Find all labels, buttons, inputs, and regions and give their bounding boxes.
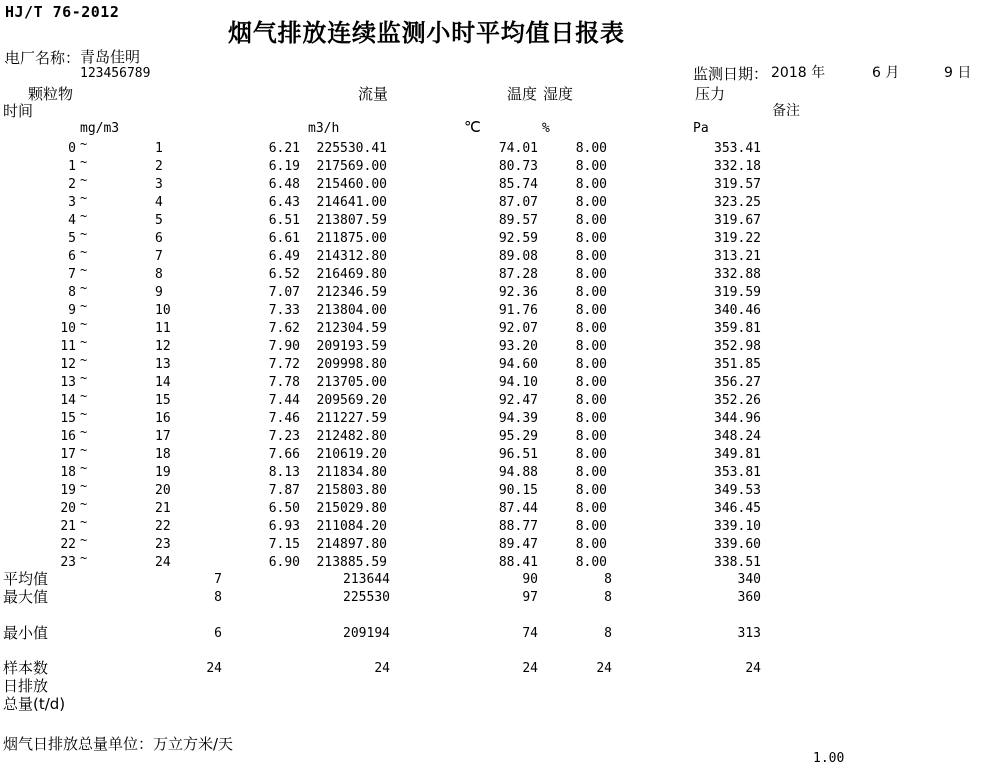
cell-temperature: 80.73 <box>498 159 538 174</box>
cell-pressure: 319.59 <box>714 285 761 300</box>
footer-unit-note: 烟气日排放总量单位：万立方米/天 <box>3 735 234 753</box>
cell-temperature: 74.01 <box>498 141 538 156</box>
cell-temperature: 88.77 <box>498 519 538 534</box>
unit-pressure: Pa <box>693 121 709 136</box>
column-header-time: 时间 <box>3 102 34 120</box>
cell-flow: 211084.20 <box>316 519 387 534</box>
cell-flow: 213807.59 <box>316 213 387 228</box>
cell-flow: 213705.00 <box>316 375 387 390</box>
cell-pm: 7.90 <box>268 339 300 354</box>
cell-pm: 6.48 <box>268 177 300 192</box>
table-row <box>0 299 986 320</box>
cell-hour-end: 13 <box>155 357 171 372</box>
cell-pressure: 344.96 <box>714 411 761 426</box>
cell-pm: 7.07 <box>268 285 300 300</box>
cell-hour-end: 6 <box>155 231 163 246</box>
cell-pressure: 319.67 <box>714 213 761 228</box>
cell-pm: 7.15 <box>268 537 300 552</box>
table-row <box>0 497 986 518</box>
cell-flow: 212482.80 <box>316 429 387 444</box>
monitor-date-month: 6 月 <box>872 65 900 81</box>
cell-humidity: 8.00 <box>575 375 607 390</box>
tilde-separator: ~ <box>80 281 88 295</box>
tilde-separator: ~ <box>80 425 88 439</box>
summary-cell-flow: 213644 <box>343 572 390 587</box>
cell-humidity: 8.00 <box>575 231 607 246</box>
cell-pressure: 352.26 <box>714 393 761 408</box>
cell-pm: 7.66 <box>268 447 300 462</box>
cell-flow: 209193.59 <box>316 339 387 354</box>
cell-hour-end: 18 <box>155 447 171 462</box>
cell-pm: 7.23 <box>268 429 300 444</box>
table-row <box>0 245 986 266</box>
summary-row <box>0 589 986 607</box>
monitor-date-day: 9 日 <box>944 65 972 81</box>
cell-flow: 211875.00 <box>316 231 387 246</box>
cell-temperature: 88.41 <box>498 555 538 570</box>
cell-flow: 209998.80 <box>316 357 387 372</box>
table-row <box>0 515 986 536</box>
cell-pm: 6.52 <box>268 267 300 282</box>
cell-hour-end: 10 <box>155 303 171 318</box>
cell-hour-start: 13 <box>60 375 76 390</box>
cell-hour-end: 21 <box>155 501 171 516</box>
cell-hour-start: 17 <box>60 447 76 462</box>
cell-pm: 6.50 <box>268 501 300 516</box>
cell-hour-end: 22 <box>155 519 171 534</box>
cell-humidity: 8.00 <box>575 465 607 480</box>
summary-label: 最大值 <box>3 588 49 606</box>
table-row <box>0 551 986 572</box>
cell-humidity: 8.00 <box>575 501 607 516</box>
cell-pressure: 349.53 <box>714 483 761 498</box>
cell-pressure: 338.51 <box>714 555 761 570</box>
cell-pressure: 353.41 <box>714 141 761 156</box>
cell-pressure: 340.46 <box>714 303 761 318</box>
cell-hour-start: 15 <box>60 411 76 426</box>
cell-humidity: 8.00 <box>575 393 607 408</box>
plant-code-value: 123456789 <box>80 66 151 81</box>
cell-humidity: 8.00 <box>575 285 607 300</box>
summary-cell-pm: 24 <box>206 661 222 676</box>
cell-pressure: 348.24 <box>714 429 761 444</box>
summary-cell-flow: 225530 <box>343 590 390 605</box>
column-header-temperature: 温度 <box>507 85 538 103</box>
cell-temperature: 94.10 <box>498 375 538 390</box>
cell-pm: 6.21 <box>268 141 300 156</box>
tilde-separator: ~ <box>80 371 88 385</box>
table-row <box>0 533 986 554</box>
cell-hour-start: 21 <box>60 519 76 534</box>
cell-temperature: 91.76 <box>498 303 538 318</box>
tilde-separator: ~ <box>80 191 88 205</box>
cell-pressure: 351.85 <box>714 357 761 372</box>
tilde-separator: ~ <box>80 173 88 187</box>
cell-pressure: 332.18 <box>714 159 761 174</box>
tilde-separator: ~ <box>80 497 88 511</box>
cell-hour-start: 11 <box>60 339 76 354</box>
cell-temperature: 87.44 <box>498 501 538 516</box>
cell-pm: 8.13 <box>268 465 300 480</box>
summary-cell-temperature: 74 <box>522 626 538 641</box>
cell-pressure: 332.88 <box>714 267 761 282</box>
table-row <box>0 191 986 212</box>
cell-temperature: 89.57 <box>498 213 538 228</box>
monitor-date-label: 监测日期： <box>693 65 769 83</box>
cell-hour-start: 19 <box>60 483 76 498</box>
summary-cell-pressure: 313 <box>737 626 761 641</box>
tilde-separator: ~ <box>80 317 88 331</box>
tilde-separator: ~ <box>80 209 88 223</box>
cell-pm: 7.87 <box>268 483 300 498</box>
summary-label: 最小值 <box>3 624 49 642</box>
cell-hour-end: 17 <box>155 429 171 444</box>
table-row <box>0 389 986 410</box>
cell-pm: 6.93 <box>268 519 300 534</box>
tilde-separator: ~ <box>80 461 88 475</box>
cell-pm: 7.62 <box>268 321 300 336</box>
cell-hour-end: 20 <box>155 483 171 498</box>
tilde-separator: ~ <box>80 137 88 151</box>
cell-humidity: 8.00 <box>575 429 607 444</box>
cell-flow: 215460.00 <box>316 177 387 192</box>
cell-flow: 215029.80 <box>316 501 387 516</box>
cell-pressure: 346.45 <box>714 501 761 516</box>
summary-cell-flow: 209194 <box>343 626 390 641</box>
cell-humidity: 8.00 <box>575 321 607 336</box>
unit-temperature: ℃ <box>464 118 481 136</box>
cell-flow: 214641.00 <box>316 195 387 210</box>
cell-flow: 212346.59 <box>316 285 387 300</box>
cell-pressure: 319.57 <box>714 177 761 192</box>
tilde-separator: ~ <box>80 443 88 457</box>
tilde-separator: ~ <box>80 263 88 277</box>
cell-hour-end: 4 <box>155 195 163 210</box>
tilde-separator: ~ <box>80 353 88 367</box>
summary-cell-pm: 6 <box>214 626 222 641</box>
column-header-particulate: 颗粒物 <box>28 85 74 103</box>
cell-pm: 6.51 <box>268 213 300 228</box>
cell-temperature: 89.47 <box>498 537 538 552</box>
cell-pm: 6.61 <box>268 231 300 246</box>
cell-temperature: 90.15 <box>498 483 538 498</box>
cell-pressure: 353.81 <box>714 465 761 480</box>
cell-flow: 214897.80 <box>316 537 387 552</box>
plant-tick-mark: ` <box>3 61 11 76</box>
table-row <box>0 353 986 374</box>
cell-flow: 217569.00 <box>316 159 387 174</box>
cell-hour-start: 20 <box>60 501 76 516</box>
cell-flow: 209569.20 <box>316 393 387 408</box>
cell-flow: 215803.80 <box>316 483 387 498</box>
cell-pm: 6.90 <box>268 555 300 570</box>
cell-pm: 6.19 <box>268 159 300 174</box>
cell-hour-start: 4 <box>68 213 76 228</box>
label-daily-emission: 日排放 <box>3 677 49 695</box>
cell-temperature: 95.29 <box>498 429 538 444</box>
cell-humidity: 8.00 <box>575 537 607 552</box>
summary-row <box>0 571 986 589</box>
cell-hour-end: 8 <box>155 267 163 282</box>
summary-label: 平均值 <box>3 570 49 588</box>
tilde-separator: ~ <box>80 245 88 259</box>
tilde-separator: ~ <box>80 533 88 547</box>
cell-pressure: 349.81 <box>714 447 761 462</box>
cell-flow: 225530.41 <box>316 141 387 156</box>
tilde-separator: ~ <box>80 299 88 313</box>
page-number: 1.00 <box>813 751 845 766</box>
cell-hour-start: 23 <box>60 555 76 570</box>
summary-cell-pressure: 24 <box>745 661 761 676</box>
table-row <box>0 137 986 158</box>
cell-temperature: 96.51 <box>498 447 538 462</box>
cell-pressure: 319.22 <box>714 231 761 246</box>
cell-pressure: 356.27 <box>714 375 761 390</box>
unit-particulate: mg/m3 <box>80 121 120 136</box>
summary-row <box>0 625 986 643</box>
tilde-separator: ~ <box>80 335 88 349</box>
table-row <box>0 371 986 392</box>
cell-hour-start: 5 <box>68 231 76 246</box>
cell-pm: 7.44 <box>268 393 300 408</box>
cell-temperature: 87.07 <box>498 195 538 210</box>
column-header-remark: 备注 <box>772 103 800 119</box>
cell-humidity: 8.00 <box>575 141 607 156</box>
cell-flow: 213804.00 <box>316 303 387 318</box>
tilde-separator: ~ <box>80 407 88 421</box>
table-row <box>0 173 986 194</box>
cell-humidity: 8.00 <box>575 303 607 318</box>
cell-humidity: 8.00 <box>575 213 607 228</box>
cell-pm: 7.33 <box>268 303 300 318</box>
cell-hour-start: 6 <box>68 249 76 264</box>
summary-cell-humidity: 8 <box>604 572 612 587</box>
cell-hour-end: 16 <box>155 411 171 426</box>
report-title: 烟气排放连续监测小时平均值日报表 <box>228 19 625 47</box>
cell-hour-end: 5 <box>155 213 163 228</box>
monitor-date-year: 2018 年 <box>771 65 826 81</box>
table-row <box>0 425 986 446</box>
tilde-separator: ~ <box>80 227 88 241</box>
cell-temperature: 94.39 <box>498 411 538 426</box>
table-row <box>0 155 986 176</box>
cell-humidity: 8.00 <box>575 159 607 174</box>
cell-temperature: 89.08 <box>498 249 538 264</box>
table-row <box>0 479 986 500</box>
cell-flow: 211834.80 <box>316 465 387 480</box>
summary-cell-humidity: 8 <box>604 590 612 605</box>
cell-flow: 214312.80 <box>316 249 387 264</box>
cell-temperature: 92.07 <box>498 321 538 336</box>
cell-temperature: 94.60 <box>498 357 538 372</box>
summary-cell-flow: 24 <box>374 661 390 676</box>
unit-humidity: % <box>542 121 550 136</box>
summary-cell-pm: 8 <box>214 590 222 605</box>
table-row <box>0 227 986 248</box>
cell-hour-start: 2 <box>68 177 76 192</box>
cell-flow: 212304.59 <box>316 321 387 336</box>
cell-hour-end: 15 <box>155 393 171 408</box>
cell-temperature: 93.20 <box>498 339 538 354</box>
plant-name-label: 电厂名称： <box>5 49 81 67</box>
cell-pressure: 359.81 <box>714 321 761 336</box>
plant-name-value: 青岛佳明 <box>80 48 141 66</box>
cell-hour-end: 2 <box>155 159 163 174</box>
cell-humidity: 8.00 <box>575 339 607 354</box>
summary-cell-humidity: 8 <box>604 626 612 641</box>
cell-humidity: 8.00 <box>575 447 607 462</box>
table-row <box>0 407 986 428</box>
cell-humidity: 8.00 <box>575 519 607 534</box>
cell-hour-end: 19 <box>155 465 171 480</box>
cell-pm: 7.72 <box>268 357 300 372</box>
unit-flow: m3/h <box>308 121 340 136</box>
cell-temperature: 92.47 <box>498 393 538 408</box>
cell-hour-end: 7 <box>155 249 163 264</box>
tilde-separator: ~ <box>80 389 88 403</box>
cell-hour-start: 7 <box>68 267 76 282</box>
summary-row <box>0 660 986 678</box>
table-row <box>0 335 986 356</box>
cell-hour-start: 1 <box>68 159 76 174</box>
cell-humidity: 8.00 <box>575 357 607 372</box>
cell-hour-start: 22 <box>60 537 76 552</box>
cell-flow: 211227.59 <box>316 411 387 426</box>
cell-humidity: 8.00 <box>575 555 607 570</box>
cell-humidity: 8.00 <box>575 195 607 210</box>
cell-hour-end: 24 <box>155 555 171 570</box>
column-header-flow: 流量 <box>358 85 389 103</box>
cell-hour-end: 3 <box>155 177 163 192</box>
cell-humidity: 8.00 <box>575 177 607 192</box>
cell-hour-start: 16 <box>60 429 76 444</box>
standard-code: HJ/T 76-2012 <box>5 3 120 21</box>
summary-cell-pressure: 360 <box>737 590 761 605</box>
summary-cell-temperature: 24 <box>522 661 538 676</box>
cell-hour-end: 1 <box>155 141 163 156</box>
cell-hour-start: 14 <box>60 393 76 408</box>
cell-humidity: 8.00 <box>575 267 607 282</box>
cell-pm: 7.78 <box>268 375 300 390</box>
cell-hour-end: 11 <box>155 321 171 336</box>
table-row <box>0 461 986 482</box>
cell-humidity: 8.00 <box>575 249 607 264</box>
cell-hour-end: 14 <box>155 375 171 390</box>
cell-pm: 7.46 <box>268 411 300 426</box>
cell-humidity: 8.00 <box>575 411 607 426</box>
cell-hour-start: 9 <box>68 303 76 318</box>
cell-temperature: 94.88 <box>498 465 538 480</box>
summary-label: 样本数 <box>3 659 49 677</box>
cell-hour-end: 23 <box>155 537 171 552</box>
cell-hour-start: 8 <box>68 285 76 300</box>
table-row <box>0 443 986 464</box>
cell-temperature: 85.74 <box>498 177 538 192</box>
cell-temperature: 92.59 <box>498 231 538 246</box>
summary-cell-pressure: 340 <box>737 572 761 587</box>
summary-cell-temperature: 97 <box>522 590 538 605</box>
table-row <box>0 281 986 302</box>
cell-hour-end: 12 <box>155 339 171 354</box>
cell-pressure: 323.25 <box>714 195 761 210</box>
table-row <box>0 317 986 338</box>
tilde-separator: ~ <box>80 551 88 565</box>
cell-flow: 210619.20 <box>316 447 387 462</box>
table-row <box>0 209 986 230</box>
cell-pressure: 339.10 <box>714 519 761 534</box>
summary-cell-temperature: 90 <box>522 572 538 587</box>
tilde-separator: ~ <box>80 515 88 529</box>
cell-pressure: 352.98 <box>714 339 761 354</box>
column-header-pressure: 压力 <box>695 85 726 103</box>
cell-temperature: 87.28 <box>498 267 538 282</box>
cell-pm: 6.43 <box>268 195 300 210</box>
cell-hour-start: 0 <box>68 141 76 156</box>
cell-temperature: 92.36 <box>498 285 538 300</box>
cell-hour-start: 12 <box>60 357 76 372</box>
summary-cell-humidity: 24 <box>596 661 612 676</box>
cell-hour-end: 9 <box>155 285 163 300</box>
cell-pm: 6.49 <box>268 249 300 264</box>
label-total-td: 总量(t/d) <box>3 695 66 713</box>
cell-flow: 213885.59 <box>316 555 387 570</box>
cell-humidity: 8.00 <box>575 483 607 498</box>
tilde-separator: ~ <box>80 479 88 493</box>
column-header-humidity: 湿度 <box>543 85 574 103</box>
cell-pressure: 339.60 <box>714 537 761 552</box>
cell-flow: 216469.80 <box>316 267 387 282</box>
cell-pressure: 313.21 <box>714 249 761 264</box>
table-row <box>0 263 986 284</box>
cell-hour-start: 3 <box>68 195 76 210</box>
tilde-separator: ~ <box>80 155 88 169</box>
cell-hour-start: 18 <box>60 465 76 480</box>
cell-hour-start: 10 <box>60 321 76 336</box>
summary-cell-pm: 7 <box>214 572 222 587</box>
